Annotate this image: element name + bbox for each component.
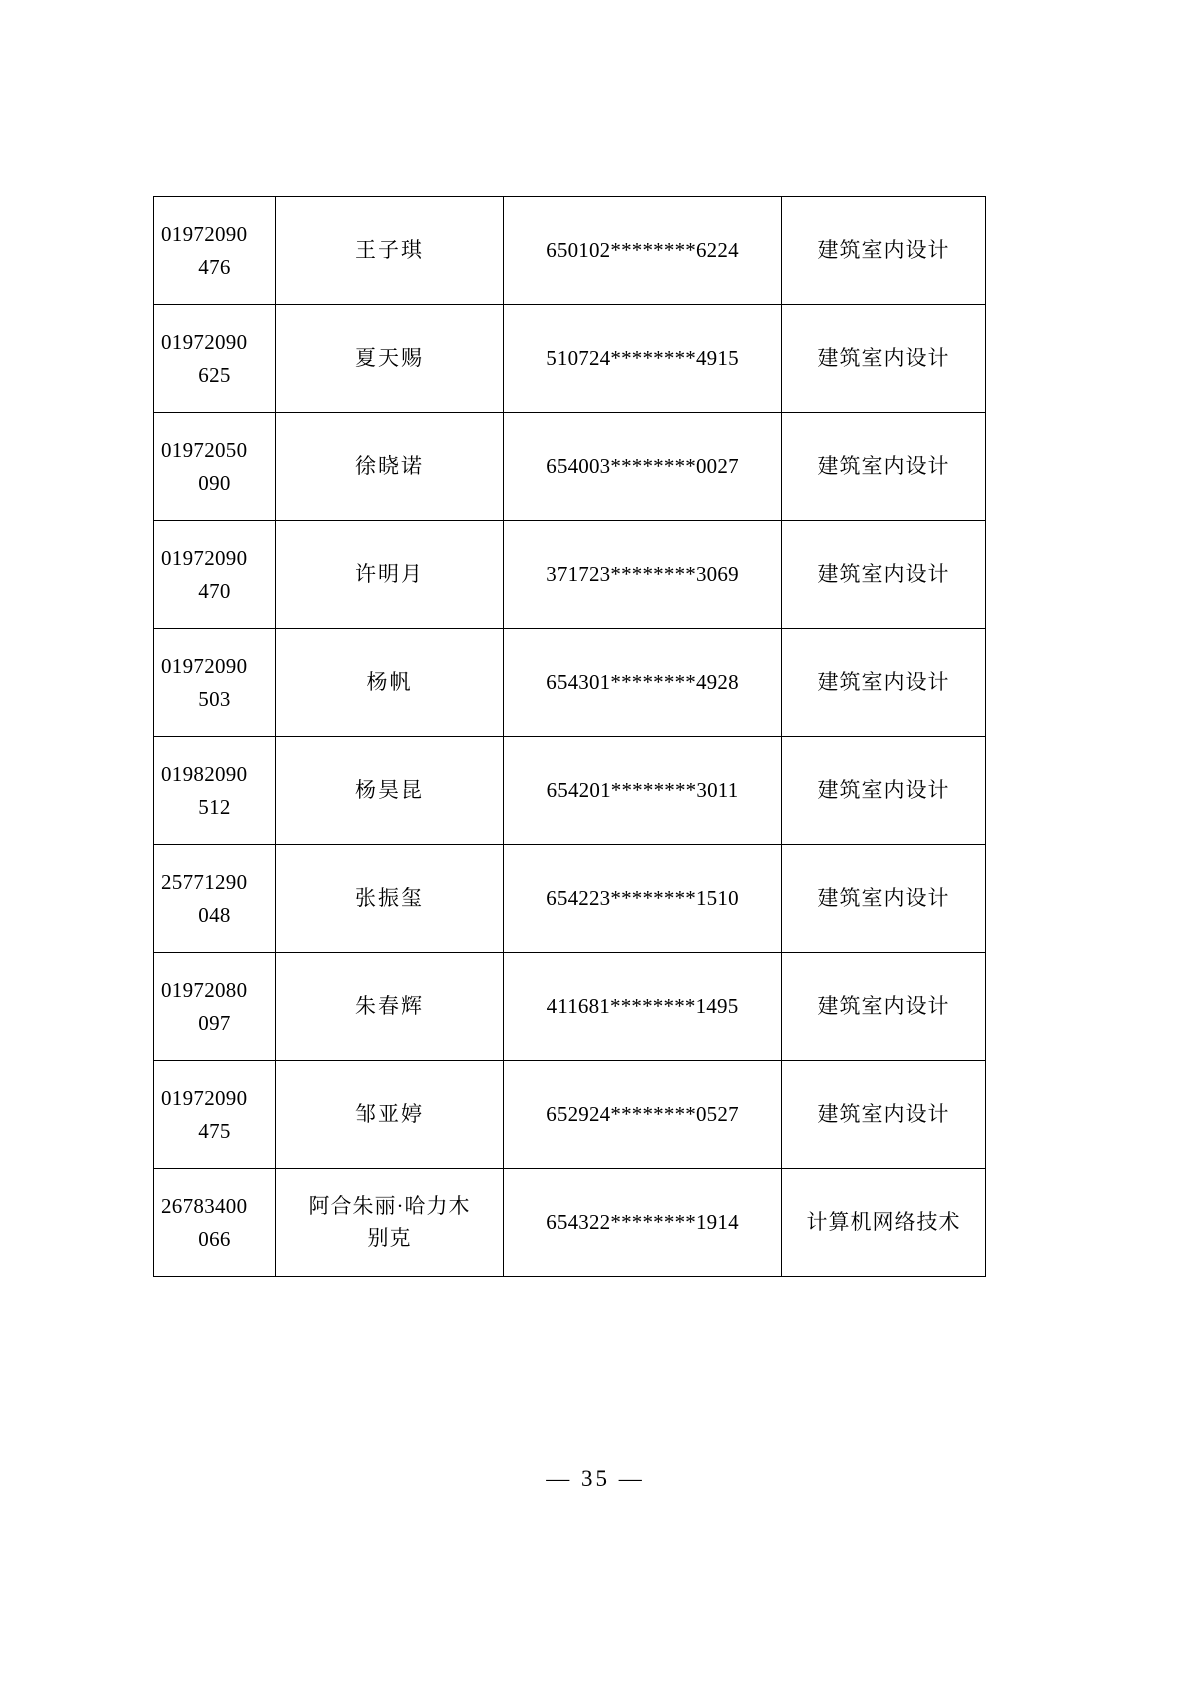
cell-id-number: 650102********6224 xyxy=(504,197,782,305)
cell-id-number: 411681********1495 xyxy=(504,953,782,1061)
cell-major: 建筑室内设计 xyxy=(782,413,986,521)
cell-major: 建筑室内设计 xyxy=(782,305,986,413)
cell-name: 杨帆 xyxy=(276,629,504,737)
cell-name: 朱春辉 xyxy=(276,953,504,1061)
exam-id-line-1: 25771290 xyxy=(161,869,248,894)
cell-major: 建筑室内设计 xyxy=(782,737,986,845)
cell-major: 计算机网络技术 xyxy=(782,1169,986,1277)
cell-id-number: 510724********4915 xyxy=(504,305,782,413)
table-row xyxy=(154,1169,986,1277)
cell-major: 建筑室内设计 xyxy=(782,629,986,737)
table-row xyxy=(154,305,986,413)
cell-exam-id xyxy=(154,629,276,737)
cell-id-number: 654301********4928 xyxy=(504,629,782,737)
cell-exam-id xyxy=(154,1169,276,1277)
table-row xyxy=(154,521,986,629)
exam-id-line-2: 625 xyxy=(198,362,231,387)
table-row xyxy=(154,413,986,521)
exam-id-line-1: 26783400 xyxy=(161,1193,248,1218)
exam-id-line-1: 01972090 xyxy=(161,221,248,246)
cell-exam-id xyxy=(154,197,276,305)
cell-name: 杨昊昆 xyxy=(276,737,504,845)
cell-major: 建筑室内设计 xyxy=(782,845,986,953)
cell-name: 阿合朱丽·哈力木 别克 xyxy=(276,1169,504,1277)
exam-id-line-2: 066 xyxy=(198,1226,231,1251)
cell-name: 邹亚婷 xyxy=(276,1061,504,1169)
exam-id-line-1: 01972090 xyxy=(161,1085,248,1110)
cell-exam-id xyxy=(154,953,276,1061)
table-row xyxy=(154,197,986,305)
cell-id-number: 654223********1510 xyxy=(504,845,782,953)
exam-id-line-2: 097 xyxy=(198,1010,231,1035)
cell-name: 徐晓诺 xyxy=(276,413,504,521)
table-row xyxy=(154,953,986,1061)
exam-id-line-1: 01972090 xyxy=(161,545,248,570)
cell-id-number: 652924********0527 xyxy=(504,1061,782,1169)
cell-major: 建筑室内设计 xyxy=(782,1061,986,1169)
cell-exam-id xyxy=(154,737,276,845)
page-number: — 35 — xyxy=(546,1466,645,1491)
table-row xyxy=(154,737,986,845)
cell-name: 夏天赐 xyxy=(276,305,504,413)
cell-exam-id xyxy=(154,305,276,413)
cell-name: 张振玺 xyxy=(276,845,504,953)
roster-table-wrapper xyxy=(153,196,985,1277)
table-row xyxy=(154,1061,986,1169)
exam-id-line-2: 512 xyxy=(198,794,231,819)
exam-id-line-1: 01972090 xyxy=(161,653,248,678)
table-row xyxy=(154,845,986,953)
cell-exam-id xyxy=(154,413,276,521)
cell-exam-id xyxy=(154,1061,276,1169)
cell-id-number: 371723********3069 xyxy=(504,521,782,629)
exam-id-line-1: 01972050 xyxy=(161,437,248,462)
cell-id-number: 654322********1914 xyxy=(504,1169,782,1277)
cell-name: 王子琪 xyxy=(276,197,504,305)
exam-id-line-2: 048 xyxy=(198,902,231,927)
cell-id-number: 654003********0027 xyxy=(504,413,782,521)
cell-major: 建筑室内设计 xyxy=(782,953,986,1061)
exam-id-line-2: 470 xyxy=(198,578,231,603)
cell-major: 建筑室内设计 xyxy=(782,521,986,629)
cell-exam-id xyxy=(154,521,276,629)
cell-name: 许明月 xyxy=(276,521,504,629)
cell-id-number: 654201********3011 xyxy=(504,737,782,845)
exam-id-line-2: 475 xyxy=(198,1118,231,1143)
exam-id-line-1: 01972080 xyxy=(161,977,248,1002)
exam-id-line-1: 01972090 xyxy=(161,329,248,354)
roster-table xyxy=(153,196,986,1277)
cell-exam-id xyxy=(154,845,276,953)
exam-id-line-2: 503 xyxy=(198,686,231,711)
exam-id-line-2: 090 xyxy=(198,470,231,495)
table-row xyxy=(154,629,986,737)
exam-id-line-2: 476 xyxy=(198,254,231,279)
exam-id-line-1: 01982090 xyxy=(161,761,248,786)
cell-major: 建筑室内设计 xyxy=(782,197,986,305)
